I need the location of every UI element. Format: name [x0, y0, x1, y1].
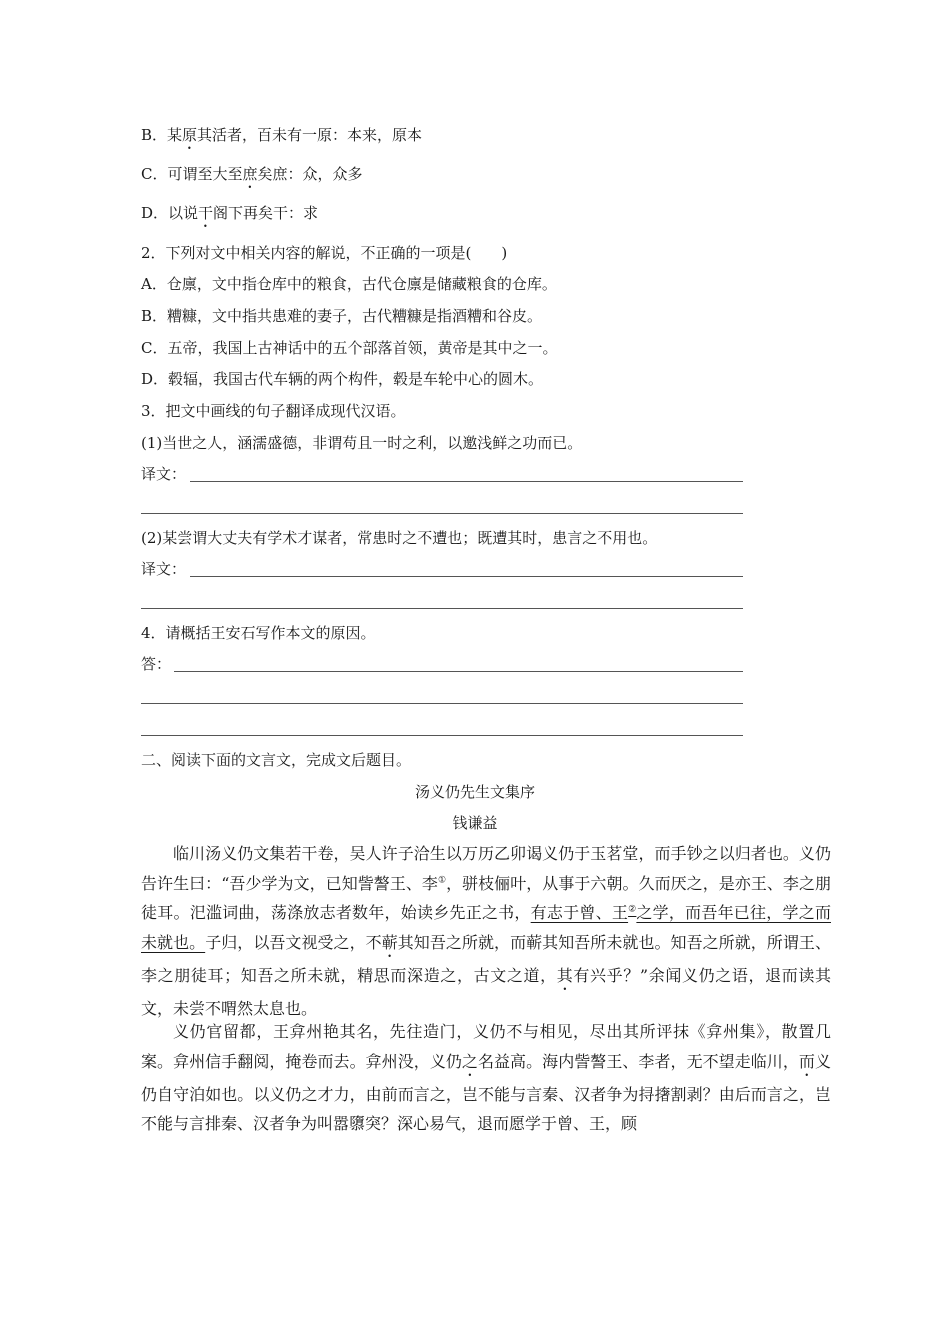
translation-2-answer-line[interactable] [190, 576, 743, 577]
article-author: 钱谦益 [452, 814, 498, 832]
paragraph-1-text-a: 临川汤义仍文集若干卷，吴人许子洽生以万历乙卯谒义仍于玉茗堂，而手钞之以归者也。义仍告许生曰：“吾少学为文，已知訾謷王、李 [141, 844, 831, 893]
paragraph-1-text-e: 有兴乎？”余闻义仍之语，退而读其文，未尝不喟然太息也。 [141, 965, 831, 1018]
paragraph-2-text-b: 名益高。海内訾謷王、李者，无不望走临川， [477, 1051, 799, 1071]
question-3-sentence-2: (2)某尝谓大丈夫有学术才谋者，常患时之不遭也；既遭其时，患言之不用也。 [141, 529, 658, 547]
emphasis-word-2: 其 [556, 965, 574, 985]
option-c-text: C．可谓至大至 [141, 165, 243, 183]
emphasis-word-4: 而 [798, 1051, 815, 1071]
option-d-text-rest: 阁下再矣干：求 [213, 204, 319, 222]
option-d [141, 203, 318, 231]
question-4-answer-line-3[interactable] [141, 735, 743, 736]
option-d-text: D．以说 [141, 204, 199, 222]
underlined-sentence-part-2: 之学，而吾年已往，学之而未就也。 [141, 903, 831, 952]
paragraph-2-text-c: 义仍自守泊如也。以义仍之才力，由前而言之，岂不能与言秦、汉者争为挦撦割剥？由后而言之，岂不能与言排秦、汉者争为叫嚣隳突？深心易气，退而愿学于曾、王，顾 [141, 1051, 831, 1133]
option-b [141, 125, 422, 153]
option-b-text: B．某 [141, 126, 183, 144]
question-2-option-b: B．糟糠，文中指共患难的妻子，古代糟糠是指酒糟和谷皮。 [141, 307, 543, 325]
question-3-stem: 3．把文中画线的句子翻译成现代汉语。 [141, 402, 406, 420]
option-b-emphasis: 原 [182, 126, 198, 144]
article-title: 汤义仍先生文集序 [414, 783, 535, 801]
paragraph-2-text-a: 义仍官留都，王弇州艳其名，先往造门，义仍不与相见，尽出其所评抹《弇州集》，散置几案。弇州信手翻阅，掩卷而去。弇州没，义仍 [141, 1022, 831, 1071]
question-4-answer-label: 答： [141, 655, 172, 673]
section-2-heading: 二、阅读下面的文言文，完成文后题目。 [141, 751, 412, 769]
question-2-option-d: D．毂辐，我国古代车辆的两个构件，毂是车轮中心的圆木。 [141, 370, 544, 388]
translation-2-answer-line-2[interactable] [141, 608, 743, 609]
translation-1-answer-line[interactable] [190, 481, 743, 482]
emphasis-word-3: 之 [461, 1051, 478, 1071]
question-4-answer-line[interactable] [174, 671, 743, 672]
question-2-option-c: C．五帝，我国上古神话中的五个部落首领，黄帝是其中之一。 [141, 339, 558, 357]
question-4-answer-line-2[interactable] [141, 703, 743, 704]
paragraph-1-text-d: 其知吾之所就，而蕲其知吾所未就也。知吾之所就，所谓王、李之朋徒耳；知吾之所未就，精思而深造之，古文之道， [141, 932, 831, 985]
option-b-text-rest: 其活者，百未有一原：本来，原本 [197, 126, 423, 144]
underlined-sentence-part-1: 有志于曾、王 [530, 903, 629, 922]
translation-2-label: 译文： [141, 560, 187, 578]
question-4-stem: 4．请概括王安石写作本文的原因。 [141, 624, 376, 642]
paragraph-1-text-c: 子归，以吾文视受之，不 [205, 932, 382, 952]
question-2-option-a: A．仓廪，文中指仓库中的粮食，古代仓廪是储藏粮食的仓库。 [141, 275, 557, 293]
footnote-marker-2: ② [628, 904, 637, 915]
translation-1-answer-line-2[interactable] [141, 513, 743, 514]
footnote-marker-1: ① [437, 875, 447, 886]
option-d-emphasis: 干 [198, 204, 214, 222]
option-c-text-rest: 矣庶：众，众多 [257, 165, 363, 183]
question-2-stem: 2．下列对文中相关内容的解说，不正确的一项是( ) [141, 244, 508, 262]
article-paragraph-1 [141, 839, 831, 1023]
option-c [141, 164, 363, 192]
emphasis-word-1: 蕲 [381, 932, 398, 952]
article-paragraph-2 [141, 1017, 831, 1139]
option-c-emphasis: 庶 [242, 165, 258, 183]
translation-1-label: 译文： [141, 465, 187, 483]
paragraph-1-text-b: ，骈枝俪叶，从事于六朝。久而厌之，是亦王、李之朋徒耳。汜滥词曲，荡涤放志者数年，始读乡先正之书， [141, 873, 831, 922]
question-3-sentence-1: (1)当世之人，涵濡盛德，非谓苟且一时之利，以邀浅鲜之功而已。 [141, 434, 583, 452]
